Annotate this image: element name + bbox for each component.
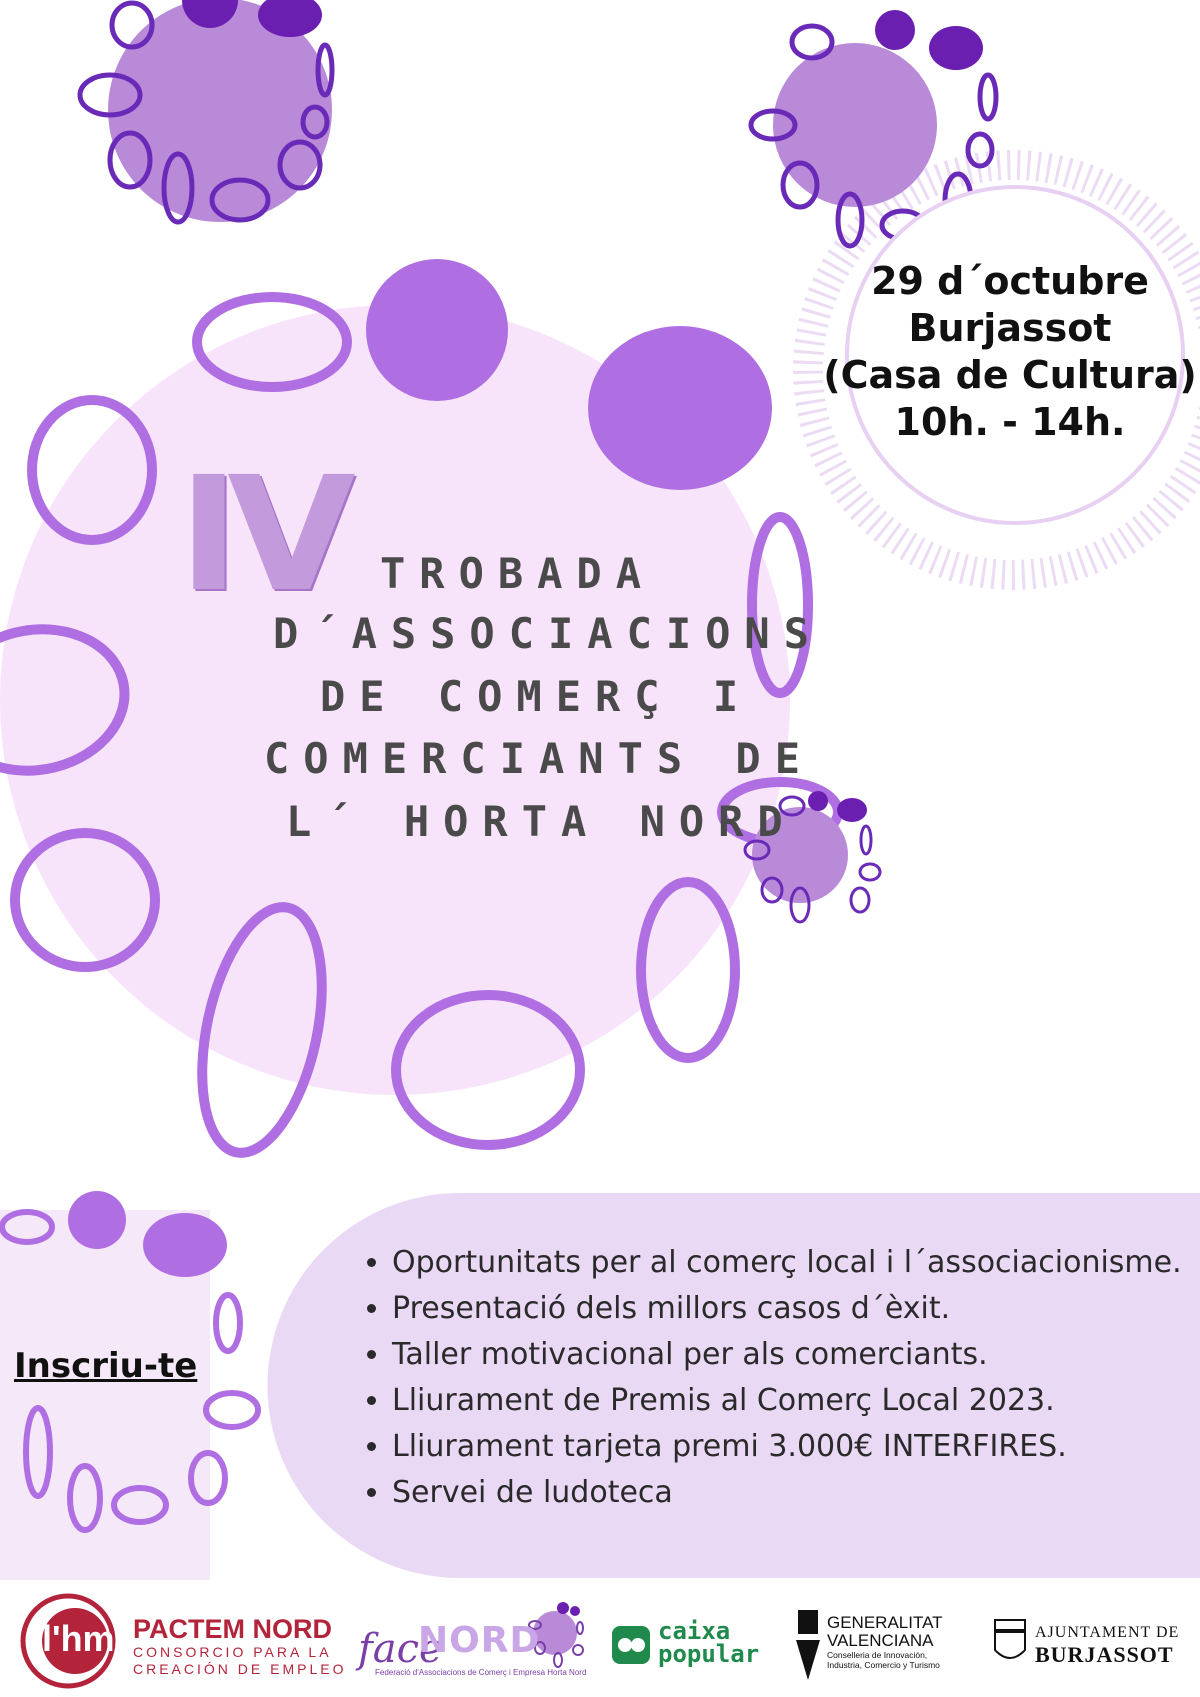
list-item: • Lliurament de Premis al Comerç Local 2023.	[392, 1378, 1182, 1424]
ajb-line-1: AJUNTAMENT DE	[1035, 1624, 1180, 1641]
lhm-logo-text: l'hm	[42, 1618, 115, 1659]
ajuntament-burjassot-logo	[1035, 1624, 1179, 1668]
ajb-line-2: BURJASSOT	[1035, 1642, 1174, 1667]
gv-sub-2: Industria, Comercio y Turismo	[827, 1660, 940, 1670]
pactem-nord-logo	[133, 1614, 346, 1678]
caixa-line-1: caixa	[658, 1617, 731, 1645]
burjassot-shield-mark	[995, 1620, 1025, 1658]
event-info	[815, 258, 1200, 446]
title-line-2: D´ASSOCIACIONS	[273, 609, 824, 658]
generalitat-logo	[827, 1614, 943, 1670]
pactem-sub-2: CREACIÓN DE EMPLEO	[133, 1661, 347, 1677]
list-item: • Taller motivacional per als comerciants.	[392, 1332, 1182, 1378]
title-line-4: COMERCIANTS DE	[264, 734, 815, 783]
edition-number: IV	[178, 443, 344, 627]
program-list	[360, 1240, 1182, 1516]
generalitat-logo-mark	[796, 1610, 820, 1680]
face-text: face	[358, 1626, 443, 1672]
event-city: Burjassot	[908, 306, 1112, 350]
pactem-sub-1: CONSORCIO PARA LA	[133, 1644, 332, 1660]
caixa-popular-logo-mark	[612, 1626, 650, 1664]
event-venue: (Casa de Cultura)	[823, 353, 1197, 397]
caixa-line-2: popular	[658, 1640, 760, 1668]
pactem-title: PACTEM NORD	[133, 1614, 332, 1644]
nord-text: NORD	[418, 1620, 541, 1661]
event-date: 29 d´octubre	[871, 259, 1149, 303]
list-item: • Oportunitats per al comerç local i l´associacionisme.	[392, 1240, 1182, 1286]
caixa-popular-logo	[658, 1617, 760, 1668]
gv-line-1: GENERALITAT	[827, 1613, 943, 1632]
list-item: • Presentació dels millors casos d´èxit.	[392, 1286, 1182, 1332]
face-nord-subtitle: Federació d'Associacions de Comerç i Empresa Horta Nord	[375, 1668, 587, 1677]
gv-line-2: VALENCIANA	[827, 1631, 934, 1650]
event-time: 10h. - 14h.	[894, 400, 1126, 444]
title-line-1: TROBADA	[380, 549, 656, 598]
list-item: • Servei de ludoteca	[392, 1470, 1182, 1516]
title-line-3: DE COMERÇ I	[320, 672, 753, 721]
gv-sub-1: Conselleria de Innovación,	[827, 1650, 928, 1660]
title-line-5: L´ HORTA NORD	[286, 797, 797, 846]
list-item: • Lliurament tarjeta premi 3.000€ INTERFIRES.	[392, 1424, 1182, 1470]
register-link[interactable]: Inscriu-te	[14, 1346, 198, 1386]
